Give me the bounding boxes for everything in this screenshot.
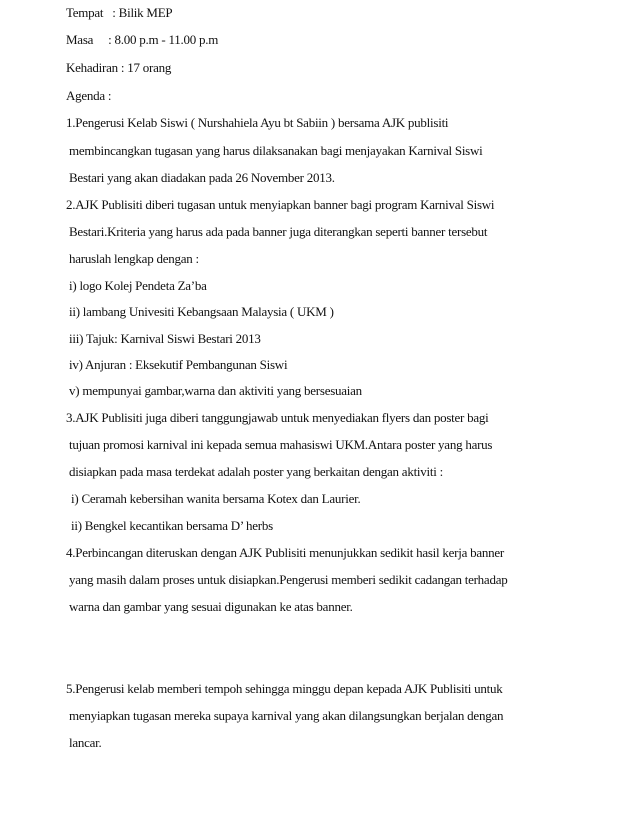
agenda-item-2-subitem-4: iv) Anjuran : Eksekutif Pembangunan Siswi bbox=[69, 357, 288, 372]
agenda-item-2-subitem-5: v) mempunyai gambar,warna dan aktiviti yang bersesuaian bbox=[69, 383, 362, 398]
agenda-item-3-line-1: 3.AJK Publisiti juga diberi tanggungjawab untuk menyediakan flyers dan poster bagi bbox=[66, 410, 489, 425]
agenda-item-2-subitem-3: iii) Tajuk: Karnival Siswi Bestari 2013 bbox=[69, 331, 261, 346]
agenda-item-2-line-3: haruslah lengkap dengan : bbox=[69, 251, 199, 266]
agenda-heading: Agenda : bbox=[66, 88, 112, 103]
venue-line: Tempat : Bilik MEP bbox=[66, 5, 173, 20]
agenda-item-4-line-3: warna dan gambar yang sesuai digunakan ke atas banner. bbox=[69, 599, 353, 614]
agenda-item-3-subitem-2: ii) Bengkel kecantikan bersama D’ herbs bbox=[71, 518, 273, 533]
agenda-item-5-line-3: lancar. bbox=[69, 735, 102, 750]
agenda-item-2-line-2: Bestari.Kriteria yang harus ada pada banner juga diterangkan seperti banner tersebut bbox=[69, 224, 488, 239]
agenda-item-3-line-2: tujuan promosi karnival ini kepada semua mahasiswi UKM.Antara poster yang harus bbox=[69, 437, 493, 452]
agenda-item-3-line-3: disiapkan pada masa terdekat adalah poster yang berkaitan dengan aktiviti : bbox=[69, 464, 443, 479]
agenda-item-5-line-2: menyiapkan tugasan mereka supaya karnival yang akan dilangsungkan berjalan dengan bbox=[69, 708, 504, 723]
agenda-item-1-line-2: membincangkan tugasan yang harus dilaksanakan bagi menjayakan Karnival Siswi bbox=[69, 143, 483, 158]
agenda-item-2-subitem-1: i) logo Kolej Pendeta Za’ba bbox=[69, 278, 207, 293]
agenda-item-3-subitem-1: i) Ceramah kebersihan wanita bersama Kotex dan Laurier. bbox=[71, 491, 361, 506]
attendance-line: Kehadiran : 17 orang bbox=[66, 60, 172, 75]
agenda-item-2-line-1: 2.AJK Publisiti diberi tugasan untuk menyiapkan banner bagi program Karnival Siswi bbox=[66, 197, 495, 212]
agenda-item-1-line-1: 1.Pengerusi Kelab Siswi ( Nurshahiela Ayu bt Sabiin ) bersama AJK publisiti bbox=[66, 115, 449, 130]
agenda-item-4-line-1: 4.Perbincangan diteruskan dengan AJK Publisiti menunjukkan sedikit hasil kerja banner bbox=[66, 545, 504, 560]
agenda-item-5-line-1: 5.Pengerusi kelab memberi tempoh sehingga minggu depan kepada AJK Publisiti untuk bbox=[66, 681, 503, 696]
agenda-item-4-line-2: yang masih dalam proses untuk disiapkan.Pengerusi memberi sedikit cadangan terhadap bbox=[69, 572, 508, 587]
agenda-item-1-line-3: Bestari yang akan diadakan pada 26 November 2013. bbox=[69, 170, 335, 185]
agenda-item-2-subitem-2: ii) lambang Univesiti Kebangsaan Malaysia ( UKM ) bbox=[69, 304, 334, 319]
time-line: Masa : 8.00 p.m - 11.00 p.m bbox=[66, 32, 219, 47]
